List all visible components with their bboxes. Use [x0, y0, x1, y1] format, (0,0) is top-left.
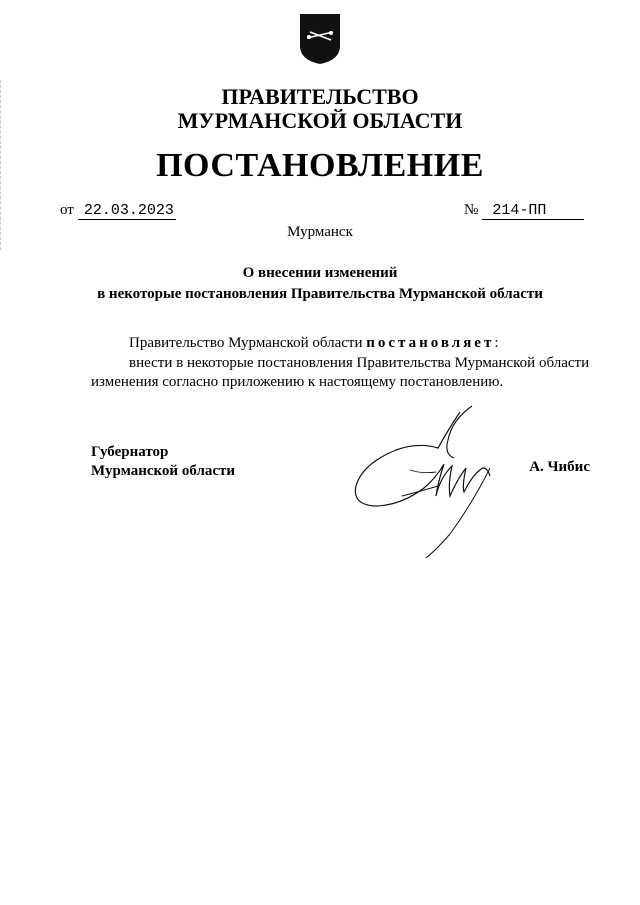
body-line1-end: : [494, 335, 499, 351]
city: Мурманск [287, 224, 353, 240]
document-type: ПОСТАНОВЛЕНИЕ [156, 147, 484, 184]
document-date: 22.03.2023 [78, 202, 176, 220]
document-number: 214-ПП [482, 202, 584, 220]
document-title-line1: О внесении изменений [242, 265, 398, 281]
document-title-line2: в некоторые постановления Правительства Мурманской области [97, 286, 543, 302]
date-prefix: от [60, 202, 74, 218]
date-block [60, 201, 176, 220]
signatory-position-line1: Губернатор [91, 444, 169, 460]
body-line1-start: Правительство Мурманской области [129, 335, 367, 351]
body-emphasis: постановляет [366, 335, 495, 351]
number-prefix: № [464, 202, 479, 218]
body-line2: внести в некоторые постановления Правительства Мурманской области [129, 355, 590, 371]
handwritten-signature [340, 400, 530, 570]
government-name-line1: ПРАВИТЕЛЬСТВО [221, 84, 419, 109]
body-line3: изменения согласно приложению к настоящему постановлению. [91, 374, 504, 390]
signatory-position-line2: Мурманской области [91, 463, 236, 479]
coat-of-arms-icon [298, 12, 342, 66]
signatory-name: А. Чибис [529, 459, 590, 475]
government-name-line2: МУРМАНСКОЙ ОБЛАСТИ [177, 108, 463, 133]
number-block [464, 201, 584, 220]
body-line1 [129, 333, 499, 353]
signatory-position [91, 443, 235, 481]
